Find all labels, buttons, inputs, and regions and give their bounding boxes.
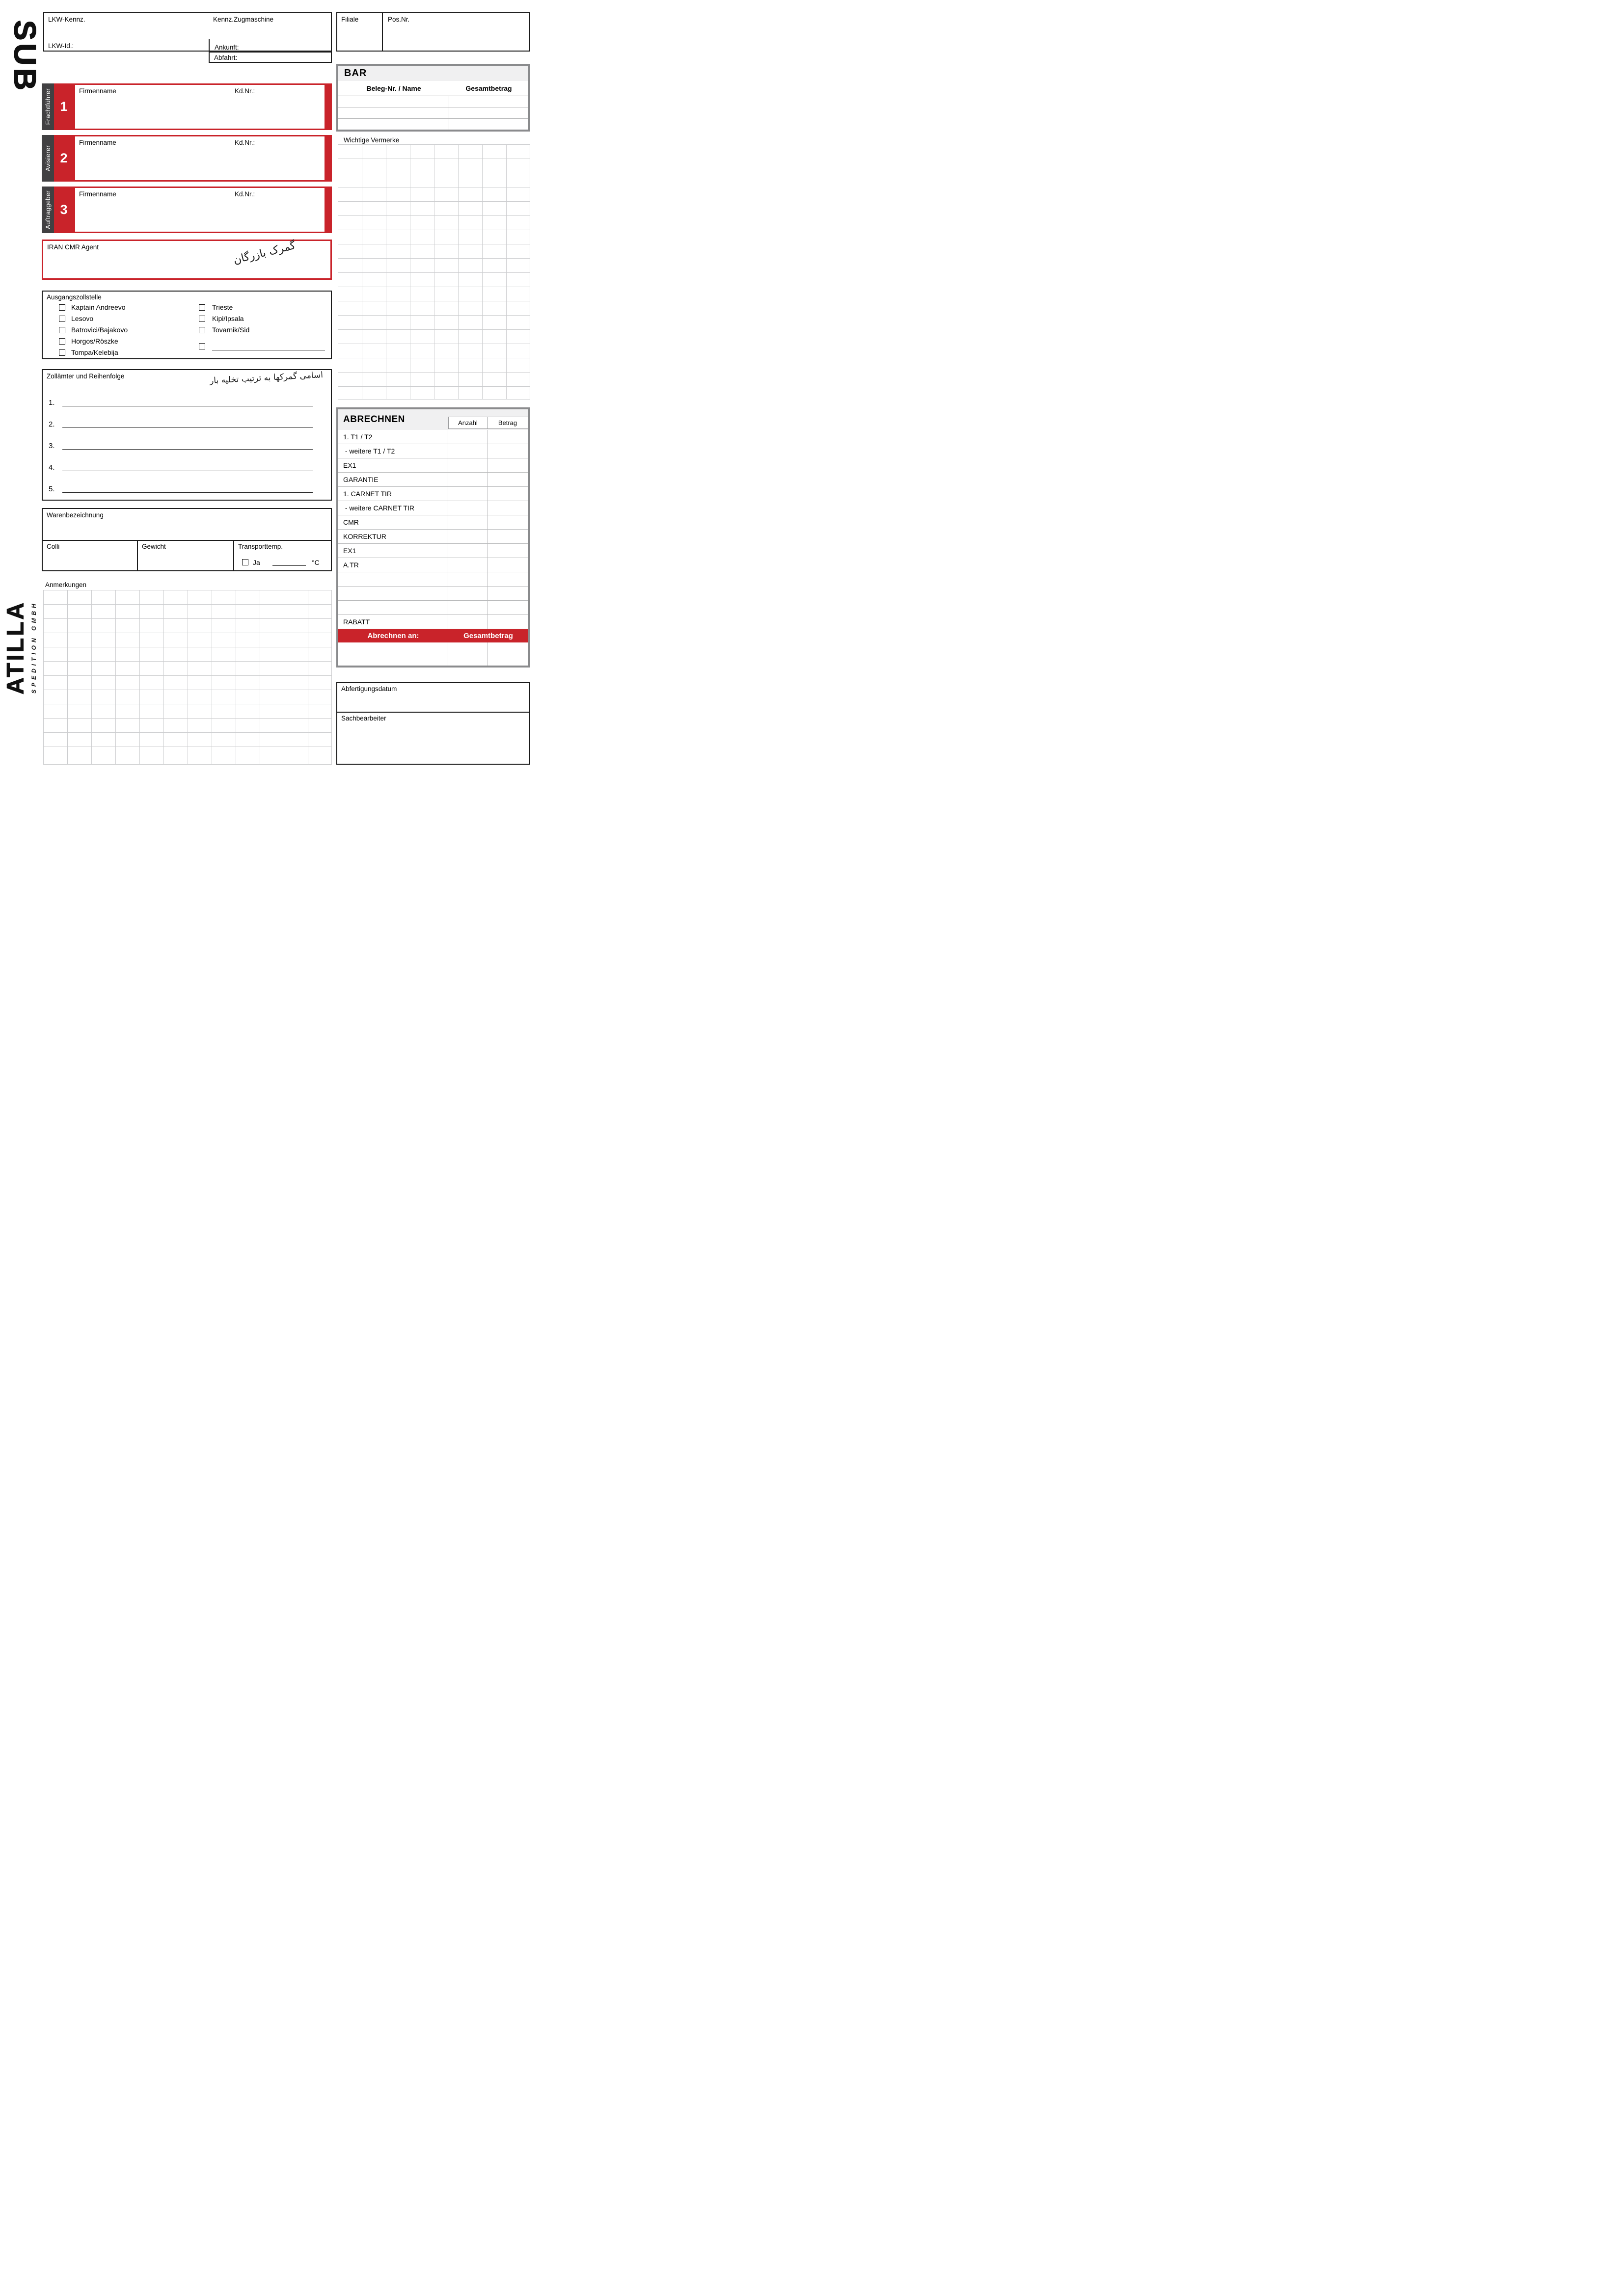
abrechnen-row <box>338 572 528 587</box>
iran-cmr-agent-label: IRAN CMR Agent <box>47 243 99 251</box>
ja-label: Ja <box>253 559 260 566</box>
anzahl-cell[interactable] <box>448 601 487 614</box>
abrechnen-row <box>338 458 528 473</box>
beleg-cell[interactable] <box>338 107 449 118</box>
abfahrt-cell[interactable] <box>209 52 332 63</box>
anzahl-column-header: Anzahl <box>448 417 487 429</box>
auftraggeber-field[interactable] <box>74 187 332 233</box>
bar-column-headers <box>338 81 528 96</box>
divider <box>209 39 210 51</box>
transporttemp-box[interactable] <box>233 540 332 571</box>
row-label: EX1 <box>338 458 448 472</box>
temperature-fill-line[interactable] <box>272 559 306 566</box>
betrag-cell[interactable] <box>449 119 528 130</box>
frachtfuehrer-field[interactable] <box>74 83 332 130</box>
row-label: 1. T1 / T2 <box>338 430 448 444</box>
bar-box <box>336 64 530 132</box>
gewicht-box[interactable] <box>137 540 234 571</box>
abrechnen-row <box>338 430 528 444</box>
bar-title: BAR <box>344 68 367 79</box>
row-label[interactable] <box>338 601 448 614</box>
ausgangszollstelle-label: Ausgangszollstelle <box>47 294 102 301</box>
kdnr-label: Kd.Nr.: <box>235 190 255 198</box>
zollaemter-box <box>42 369 332 501</box>
abrechnen-row <box>338 473 528 487</box>
betrag-cell[interactable] <box>449 96 528 107</box>
row-label[interactable] <box>338 572 448 586</box>
betrag-column-header: Betrag <box>487 417 528 429</box>
iran-agent-handwriting: گمرک بازرگان <box>232 239 297 267</box>
anzahl-cell[interactable] <box>448 430 487 444</box>
betrag-cell[interactable] <box>487 587 528 600</box>
abrechnen-footer <box>338 629 528 642</box>
beleg-nr-name-header: Beleg-Nr. / Name <box>366 84 421 92</box>
betrag-cell[interactable] <box>487 558 528 572</box>
sachbearbeiter-label: Sachbearbeiter <box>341 715 386 722</box>
filiale-pos-box[interactable] <box>336 12 530 52</box>
anzahl-cell[interactable] <box>448 458 487 472</box>
line-number-2: 2. <box>49 420 55 428</box>
anzahl-cell[interactable] <box>448 473 487 486</box>
gesamtbetrag-header: Gesamtbetrag <box>465 84 512 92</box>
abfertigungsdatum-box[interactable] <box>336 682 530 713</box>
betrag-cell[interactable] <box>487 615 528 629</box>
party-number-3: 3 <box>54 187 74 233</box>
betrag-cell[interactable] <box>487 458 528 472</box>
betrag-cell[interactable] <box>487 654 528 666</box>
anmerkungen-label: Anmerkungen <box>45 581 87 588</box>
row-label: 1. CARNET TIR <box>338 487 448 501</box>
divider <box>382 13 383 51</box>
checkbox-tompa-kelebija[interactable] <box>59 349 65 356</box>
line-number-4: 4. <box>49 463 55 472</box>
abrechnen-row <box>338 642 528 654</box>
betrag-cell[interactable] <box>487 642 528 654</box>
line-number-5: 5. <box>49 485 55 493</box>
warenbezeichnung-box[interactable] <box>42 508 332 541</box>
row-label[interactable] <box>338 587 448 600</box>
auftraggeber-tab <box>42 187 54 233</box>
frachtfuehrer-tab <box>42 83 54 130</box>
party-number-2: 2 <box>54 135 74 182</box>
abrechnen-row <box>338 515 528 530</box>
anzahl-cell[interactable] <box>448 515 487 529</box>
anzahl-cell[interactable] <box>448 501 487 515</box>
abrechnen-row <box>338 444 528 458</box>
abrechnen-row <box>338 587 528 601</box>
row-label: KORREKTUR <box>338 530 448 543</box>
anzahl-cell[interactable] <box>448 487 487 501</box>
row-label: CMR <box>338 515 448 529</box>
anzahl-cell[interactable] <box>448 530 487 543</box>
checkbox-lesovo[interactable] <box>59 316 65 322</box>
bar-header <box>338 66 528 81</box>
row-label: - weitere CARNET TIR <box>338 501 448 515</box>
betrag-cell[interactable] <box>487 430 528 444</box>
sub-logo: SUB <box>7 20 42 93</box>
betrag-cell[interactable] <box>487 601 528 614</box>
atilla-logo: ATILLA <box>2 600 29 694</box>
checkbox-kipi-ipsala[interactable] <box>199 316 205 322</box>
abrechnen-row <box>338 601 528 615</box>
other-customs-fill-line[interactable] <box>212 343 325 350</box>
abrechnen-row <box>338 530 528 544</box>
zollaemter-handwriting: اسامی گمرکها به ترتیب تخلیه بار <box>209 370 324 386</box>
customs-line-5[interactable] <box>62 485 313 493</box>
row-label: GARANTIE <box>338 473 448 486</box>
kdnr-label: Kd.Nr.: <box>235 87 255 95</box>
avisierer-tab-label: Avisierer <box>44 145 52 172</box>
abrechnen-title: ABRECHNEN <box>343 414 405 425</box>
kennz-zugmaschine-label: Kennz.Zugmaschine <box>213 16 274 23</box>
option-tompa-kelebija: Tompa/Kelebija <box>71 348 118 356</box>
checkbox-tovarnik-sid[interactable] <box>199 327 205 333</box>
abfertigungsdatum-label: Abfertigungsdatum <box>341 685 397 693</box>
wichtige-vermerke-label: Wichtige Vermerke <box>344 136 400 144</box>
avisierer-field[interactable] <box>74 135 332 182</box>
row-label: A.TR <box>338 558 448 572</box>
customs-line-2[interactable] <box>62 420 313 428</box>
betrag-cell[interactable] <box>487 530 528 543</box>
anzahl-cell[interactable] <box>448 572 487 586</box>
checkbox-trieste[interactable] <box>199 304 205 311</box>
betrag-cell[interactable] <box>449 107 528 118</box>
checkbox-batrovici-bajakovo[interactable] <box>59 327 65 333</box>
checkbox-other-customs[interactable] <box>199 343 205 349</box>
betrag-cell[interactable] <box>487 515 528 529</box>
betrag-cell[interactable] <box>487 572 528 586</box>
ankunft-label: Ankunft: <box>215 44 239 51</box>
warenbezeichnung-label: Warenbezeichnung <box>47 511 104 519</box>
frachtfuehrer-tab-label: Frachtführer <box>44 88 52 125</box>
auftraggeber-tab-label: Auftraggeber <box>44 190 52 229</box>
iran-cmr-agent-box[interactable] <box>42 240 332 280</box>
option-tovarnik-sid: Tovarnik/Sid <box>212 326 250 334</box>
abrechnen-an-label: Abrechnen an: <box>367 632 419 640</box>
vermerke-grid[interactable] <box>338 144 530 400</box>
bar-row <box>338 119 528 130</box>
lkw-kennz-label: LKW-Kennz. <box>48 16 85 23</box>
betrag-cell[interactable] <box>487 444 528 458</box>
row-label[interactable] <box>338 654 448 666</box>
abrechnen-row <box>338 501 528 515</box>
firmenname-label: Firmenname <box>79 87 116 95</box>
party-number-1: 1 <box>54 83 74 130</box>
anzahl-cell[interactable] <box>448 444 487 458</box>
abrechnen-row <box>338 487 528 501</box>
checkbox-horgos-roeszke[interactable] <box>59 338 65 345</box>
gesamtbetrag-label: Gesamtbetrag <box>463 632 513 640</box>
ausgangszollstelle-box <box>42 291 332 359</box>
abrechnen-row <box>338 544 528 558</box>
firmenname-label: Firmenname <box>79 190 116 198</box>
betrag-cell[interactable] <box>487 473 528 486</box>
checkbox-temp-ja[interactable] <box>242 559 248 565</box>
avisierer-tab <box>42 135 54 182</box>
colli-box[interactable] <box>42 540 138 571</box>
atilla-sub-form-page <box>0 0 541 766</box>
pos-nr-label: Pos.Nr. <box>388 16 410 23</box>
anzahl-cell[interactable] <box>448 587 487 600</box>
abrechnen-row <box>338 558 528 572</box>
betrag-cell[interactable] <box>487 501 528 515</box>
filiale-label: Filiale <box>341 16 359 23</box>
abrechnen-box <box>336 407 530 667</box>
anzahl-cell[interactable] <box>448 615 487 629</box>
lkw-id-label: LKW-Id.: <box>48 42 74 50</box>
transporttemp-label: Transporttemp. <box>238 543 283 550</box>
row-label: RABATT <box>338 615 448 629</box>
betrag-cell[interactable] <box>487 487 528 501</box>
sachbearbeiter-box[interactable] <box>336 712 530 765</box>
celsius-label: °C <box>312 559 320 566</box>
betrag-cell[interactable] <box>487 544 528 558</box>
row-label: EX1 <box>338 544 448 558</box>
option-kipi-ipsala: Kipi/Ipsala <box>212 315 244 322</box>
option-horgos-roeszke: Horgos/Röszke <box>71 337 118 345</box>
abrechnen-row <box>338 654 528 666</box>
anzahl-cell[interactable] <box>448 642 487 654</box>
zollaemter-label: Zollämter und Reihenfolge <box>47 373 125 380</box>
firmenname-label: Firmenname <box>79 139 116 146</box>
customs-line-3[interactable] <box>62 442 313 450</box>
anzahl-cell[interactable] <box>448 654 487 666</box>
option-batrovici-bajakovo: Batrovici/Bajakovo <box>71 326 128 334</box>
row-label[interactable] <box>338 642 448 654</box>
colli-label: Colli <box>47 543 60 550</box>
beleg-cell[interactable] <box>338 96 449 107</box>
customs-line-1[interactable] <box>62 399 313 406</box>
option-trieste: Trieste <box>212 303 233 311</box>
option-lesovo: Lesovo <box>71 315 94 322</box>
row-label: - weitere T1 / T2 <box>338 444 448 458</box>
beleg-cell[interactable] <box>338 119 449 130</box>
customs-line-4[interactable] <box>62 463 313 471</box>
kdnr-label: Kd.Nr.: <box>235 139 255 146</box>
anzahl-cell[interactable] <box>448 558 487 572</box>
abrechnen-row <box>338 615 528 629</box>
line-number-1: 1. <box>49 399 55 407</box>
bar-row <box>338 96 528 107</box>
spedition-gmbh-label: SPEDITION GMBH <box>30 601 37 694</box>
anmerkungen-grid[interactable] <box>43 590 332 765</box>
abrechnen-header <box>338 409 528 430</box>
anzahl-cell[interactable] <box>448 544 487 558</box>
truck-header-box[interactable] <box>43 12 332 52</box>
line-number-3: 3. <box>49 442 55 450</box>
bar-row <box>338 107 528 119</box>
gewicht-label: Gewicht <box>142 543 166 550</box>
checkbox-kaptain-andreevo[interactable] <box>59 304 65 311</box>
abfahrt-label: Abfahrt: <box>214 54 238 61</box>
option-kaptain-andreevo: Kaptain Andreevo <box>71 303 126 311</box>
